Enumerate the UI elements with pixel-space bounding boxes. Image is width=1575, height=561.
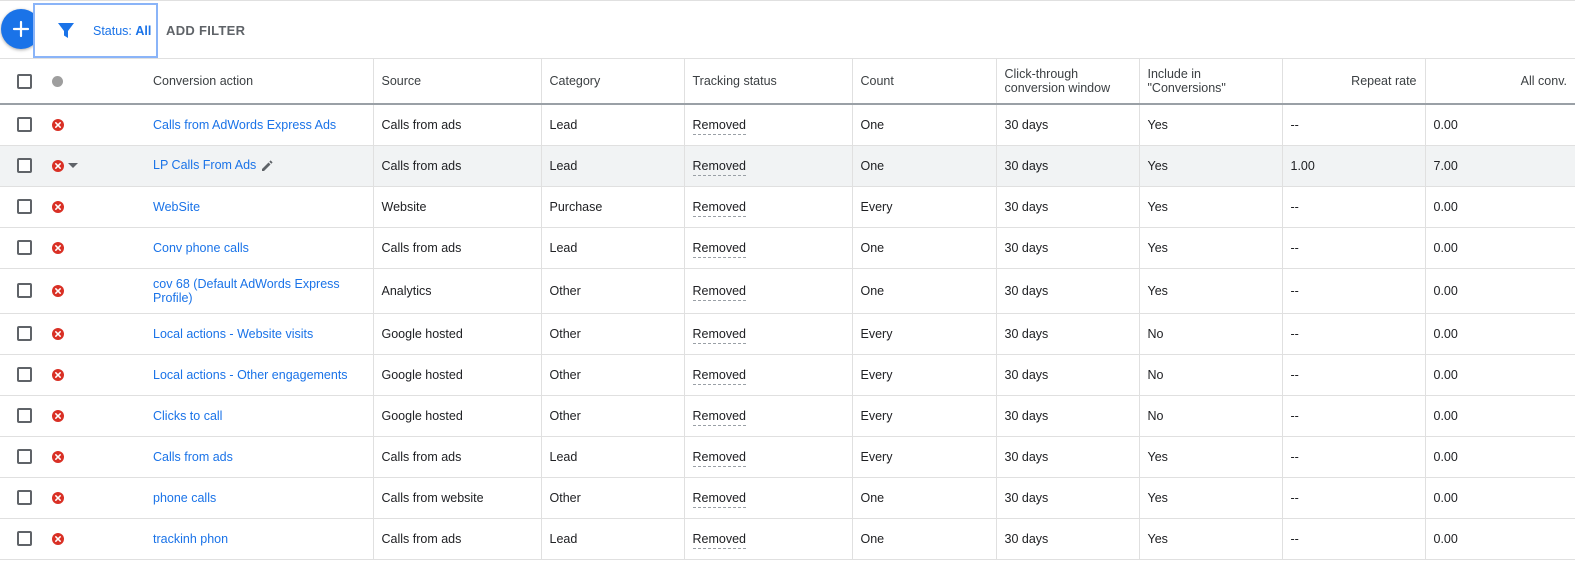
click-through-window-cell: 30 days xyxy=(996,436,1139,477)
all-conv-cell: 0.00 xyxy=(1425,227,1575,268)
click-through-window-cell: 30 days xyxy=(996,227,1139,268)
click-through-window-cell: 30 days xyxy=(996,186,1139,227)
removed-x-icon xyxy=(52,201,64,213)
table-row[interactable] xyxy=(0,436,1575,477)
count-cell: One xyxy=(852,477,996,518)
status-header[interactable] xyxy=(42,59,145,104)
source-cell: Google hosted xyxy=(373,395,541,436)
header-conversion-action[interactable]: Conversion action xyxy=(145,59,373,104)
repeat-rate-cell: -- xyxy=(1282,354,1425,395)
header-click-through-window[interactable]: Click-through conversion window xyxy=(996,59,1139,104)
include-in-conversions-cell: Yes xyxy=(1139,186,1282,227)
row-checkbox[interactable] xyxy=(17,199,32,214)
source-cell: Calls from ads xyxy=(373,227,541,268)
click-through-window-cell: 30 days xyxy=(996,395,1139,436)
tracking-status-value[interactable]: Removed xyxy=(693,284,747,301)
category-cell: Lead xyxy=(541,436,684,477)
row-select-cell xyxy=(0,104,42,145)
all-conv-cell: 0.00 xyxy=(1425,477,1575,518)
select-all-cell xyxy=(0,59,42,104)
repeat-rate-cell: -- xyxy=(1282,436,1425,477)
table-row[interactable] xyxy=(0,104,1575,145)
tracking-status-value[interactable]: Removed xyxy=(693,368,747,385)
header-tracking-status[interactable]: Tracking status xyxy=(684,59,852,104)
header-source[interactable]: Source xyxy=(373,59,541,104)
count-cell: One xyxy=(852,104,996,145)
all-conv-cell: 0.00 xyxy=(1425,354,1575,395)
tracking-status-value[interactable]: Removed xyxy=(693,159,747,176)
removed-x-icon xyxy=(52,410,64,422)
add-filter-button[interactable]: ADD FILTER xyxy=(166,23,246,38)
tracking-status-cell xyxy=(684,313,852,354)
include-in-conversions-cell: Yes xyxy=(1139,227,1282,268)
include-in-conversions-cell: Yes xyxy=(1139,518,1282,559)
repeat-rate-cell: -- xyxy=(1282,104,1425,145)
table-row[interactable] xyxy=(0,313,1575,354)
removed-x-icon xyxy=(52,160,64,172)
tracking-status-value[interactable]: Removed xyxy=(693,450,747,467)
repeat-rate-cell: -- xyxy=(1282,227,1425,268)
row-select-cell xyxy=(0,518,42,559)
count-cell: Every xyxy=(852,354,996,395)
category-cell: Lead xyxy=(541,145,684,186)
tracking-status-cell xyxy=(684,268,852,313)
tracking-status-cell xyxy=(684,104,852,145)
count-cell: One xyxy=(852,268,996,313)
tracking-status-value[interactable]: Removed xyxy=(693,200,747,217)
row-status-cell xyxy=(42,477,145,518)
repeat-rate-cell: -- xyxy=(1282,186,1425,227)
row-status-cell xyxy=(42,395,145,436)
repeat-rate-cell: -- xyxy=(1282,518,1425,559)
conversion-action-cell xyxy=(145,227,373,268)
category-cell: Other xyxy=(541,354,684,395)
source-cell: Calls from ads xyxy=(373,104,541,145)
source-cell: Calls from ads xyxy=(373,436,541,477)
row-checkbox[interactable] xyxy=(17,449,32,464)
row-select-cell xyxy=(0,268,42,313)
header-count[interactable]: Count xyxy=(852,59,996,104)
row-checkbox[interactable] xyxy=(17,158,32,173)
repeat-rate-cell: -- xyxy=(1282,395,1425,436)
row-checkbox[interactable] xyxy=(17,240,32,255)
count-cell: Every xyxy=(852,313,996,354)
click-through-window-cell: 30 days xyxy=(996,268,1139,313)
conversion-action-cell xyxy=(145,395,373,436)
row-status-cell xyxy=(42,145,145,186)
source-cell: Calls from ads xyxy=(373,518,541,559)
include-in-conversions-cell: No xyxy=(1139,354,1282,395)
conversion-action-cell xyxy=(145,354,373,395)
repeat-rate-cell: -- xyxy=(1282,268,1425,313)
row-select-cell xyxy=(0,436,42,477)
table-row[interactable] xyxy=(0,145,1575,186)
conversion-action-link[interactable]: Local actions - Other engagements xyxy=(153,367,348,382)
table-row[interactable] xyxy=(0,268,1575,313)
table-row[interactable] xyxy=(0,518,1575,559)
count-cell: Every xyxy=(852,395,996,436)
row-checkbox[interactable] xyxy=(17,117,32,132)
removed-x-icon xyxy=(52,285,64,297)
status-filter-value: All xyxy=(135,24,152,38)
row-checkbox[interactable] xyxy=(17,326,32,341)
row-status-cell xyxy=(42,268,145,313)
row-status-cell xyxy=(42,227,145,268)
removed-x-icon xyxy=(52,369,64,381)
source-cell: Google hosted xyxy=(373,354,541,395)
tracking-status-value[interactable]: Removed xyxy=(693,491,747,508)
source-cell: Analytics xyxy=(373,268,541,313)
header-category[interactable]: Category xyxy=(541,59,684,104)
all-conv-cell: 0.00 xyxy=(1425,518,1575,559)
include-in-conversions-cell: Yes xyxy=(1139,436,1282,477)
include-in-conversions-cell: No xyxy=(1139,395,1282,436)
conversion-action-link[interactable]: Conv phone calls xyxy=(153,240,249,255)
repeat-rate-cell: 1.00 xyxy=(1282,145,1425,186)
table-row[interactable] xyxy=(0,477,1575,518)
row-status-cell xyxy=(42,518,145,559)
header-all-conv[interactable]: All conv. xyxy=(1425,59,1575,104)
tracking-status-value[interactable]: Removed xyxy=(693,118,747,135)
conversion-action-cell xyxy=(145,104,373,145)
include-in-conversions-cell: Yes xyxy=(1139,477,1282,518)
row-checkbox[interactable] xyxy=(17,531,32,546)
category-cell: Purchase xyxy=(541,186,684,227)
tracking-status-value[interactable]: Removed xyxy=(693,532,747,549)
click-through-window-cell: 30 days xyxy=(996,477,1139,518)
category-cell: Lead xyxy=(541,104,684,145)
conversion-action-link[interactable]: phone calls xyxy=(153,490,217,505)
category-cell: Other xyxy=(541,313,684,354)
conversion-action-link[interactable]: Calls from AdWords Express Ads xyxy=(153,117,337,132)
row-select-cell xyxy=(0,313,42,354)
source-cell: Google hosted xyxy=(373,313,541,354)
plus-icon xyxy=(12,20,30,38)
caret-down-icon[interactable] xyxy=(68,163,78,168)
conversion-action-link[interactable]: WebSite xyxy=(153,199,201,214)
tracking-status-cell xyxy=(684,354,852,395)
row-select-cell xyxy=(0,186,42,227)
repeat-rate-cell: -- xyxy=(1282,477,1425,518)
conversion-action-link[interactable]: LP Calls From Ads xyxy=(153,158,257,173)
row-select-cell xyxy=(0,395,42,436)
table-header-row xyxy=(0,59,1575,104)
status-dot-icon xyxy=(52,76,63,87)
tracking-status-cell xyxy=(684,518,852,559)
tracking-status-value[interactable]: Removed xyxy=(693,241,747,258)
row-status-cell xyxy=(42,354,145,395)
conversion-action-cell xyxy=(145,268,373,313)
conversion-action-link[interactable]: trackinh phon xyxy=(153,531,229,546)
all-conv-cell: 0.00 xyxy=(1425,186,1575,227)
category-cell: Other xyxy=(541,395,684,436)
removed-x-icon xyxy=(52,451,64,463)
all-conv-cell: 7.00 xyxy=(1425,145,1575,186)
all-conv-cell: 0.00 xyxy=(1425,104,1575,145)
table-row[interactable] xyxy=(0,395,1575,436)
include-in-conversions-cell: Yes xyxy=(1139,268,1282,313)
row-select-cell xyxy=(0,227,42,268)
conversion-action-cell xyxy=(145,145,373,186)
table-row[interactable] xyxy=(0,227,1575,268)
removed-x-icon xyxy=(52,242,64,254)
row-checkbox[interactable] xyxy=(17,283,32,298)
count-cell: Every xyxy=(852,436,996,477)
tracking-status-cell xyxy=(684,436,852,477)
tracking-status-cell xyxy=(684,227,852,268)
include-in-conversions-cell: Yes xyxy=(1139,104,1282,145)
removed-x-icon xyxy=(52,533,64,545)
category-cell: Lead xyxy=(541,227,684,268)
category-cell: Other xyxy=(541,268,684,313)
source-cell: Website xyxy=(373,186,541,227)
row-status-cell xyxy=(42,104,145,145)
source-cell: Calls from ads xyxy=(373,145,541,186)
count-cell: One xyxy=(852,518,996,559)
all-conv-cell: 0.00 xyxy=(1425,268,1575,313)
repeat-rate-cell: -- xyxy=(1282,313,1425,354)
click-through-window-cell: 30 days xyxy=(996,145,1139,186)
conversion-action-link[interactable]: Local actions - Website visits xyxy=(153,326,314,341)
row-select-cell xyxy=(0,145,42,186)
conversion-action-cell xyxy=(145,518,373,559)
row-select-cell xyxy=(0,354,42,395)
conversion-action-cell xyxy=(145,313,373,354)
row-status-cell xyxy=(42,313,145,354)
table-row[interactable] xyxy=(0,186,1575,227)
tracking-status-value[interactable]: Removed xyxy=(693,409,747,426)
all-conv-cell: 0.00 xyxy=(1425,395,1575,436)
click-through-window-cell: 30 days xyxy=(996,104,1139,145)
removed-x-icon xyxy=(52,119,64,131)
row-checkbox[interactable] xyxy=(17,408,32,423)
header-include-in-conversions[interactable]: Include in "Conversions" xyxy=(1139,59,1282,104)
include-in-conversions-cell: Yes xyxy=(1139,145,1282,186)
conversion-action-cell xyxy=(145,436,373,477)
conversion-action-cell xyxy=(145,477,373,518)
conversion-action-cell xyxy=(145,186,373,227)
all-conv-cell: 0.00 xyxy=(1425,313,1575,354)
filter-toolbar xyxy=(0,0,1575,59)
row-checkbox[interactable] xyxy=(17,367,32,382)
row-checkbox[interactable] xyxy=(17,490,32,505)
conversion-actions-table xyxy=(0,59,1575,560)
click-through-window-cell: 30 days xyxy=(996,354,1139,395)
include-in-conversions-cell: No xyxy=(1139,313,1282,354)
category-cell: Lead xyxy=(541,518,684,559)
header-repeat-rate[interactable]: Repeat rate xyxy=(1282,59,1425,104)
row-select-cell xyxy=(0,477,42,518)
pencil-icon[interactable] xyxy=(260,159,274,173)
source-cell: Calls from website xyxy=(373,477,541,518)
status-filter-chip[interactable] xyxy=(33,3,158,58)
all-conv-cell: 0.00 xyxy=(1425,436,1575,477)
removed-x-icon xyxy=(52,492,64,504)
tracking-status-cell xyxy=(684,395,852,436)
count-cell: One xyxy=(852,145,996,186)
conversion-action-link[interactable]: Clicks to call xyxy=(153,408,223,423)
click-through-window-cell: 30 days xyxy=(996,313,1139,354)
count-cell: Every xyxy=(852,186,996,227)
table-row[interactable] xyxy=(0,354,1575,395)
row-status-cell xyxy=(42,186,145,227)
funnel-icon xyxy=(57,22,75,40)
tracking-status-cell xyxy=(684,145,852,186)
category-cell: Other xyxy=(541,477,684,518)
tracking-status-value[interactable]: Removed xyxy=(693,327,747,344)
count-cell: One xyxy=(852,227,996,268)
conversion-action-link[interactable]: cov 68 (Default AdWords Express Profile) xyxy=(153,276,340,305)
select-all-checkbox[interactable] xyxy=(17,74,32,89)
tracking-status-cell xyxy=(684,186,852,227)
removed-x-icon xyxy=(52,328,64,340)
status-filter-label: Status: All xyxy=(93,24,152,38)
conversion-action-link[interactable]: Calls from ads xyxy=(153,449,233,464)
tracking-status-cell xyxy=(684,477,852,518)
row-status-cell xyxy=(42,436,145,477)
click-through-window-cell: 30 days xyxy=(996,518,1139,559)
